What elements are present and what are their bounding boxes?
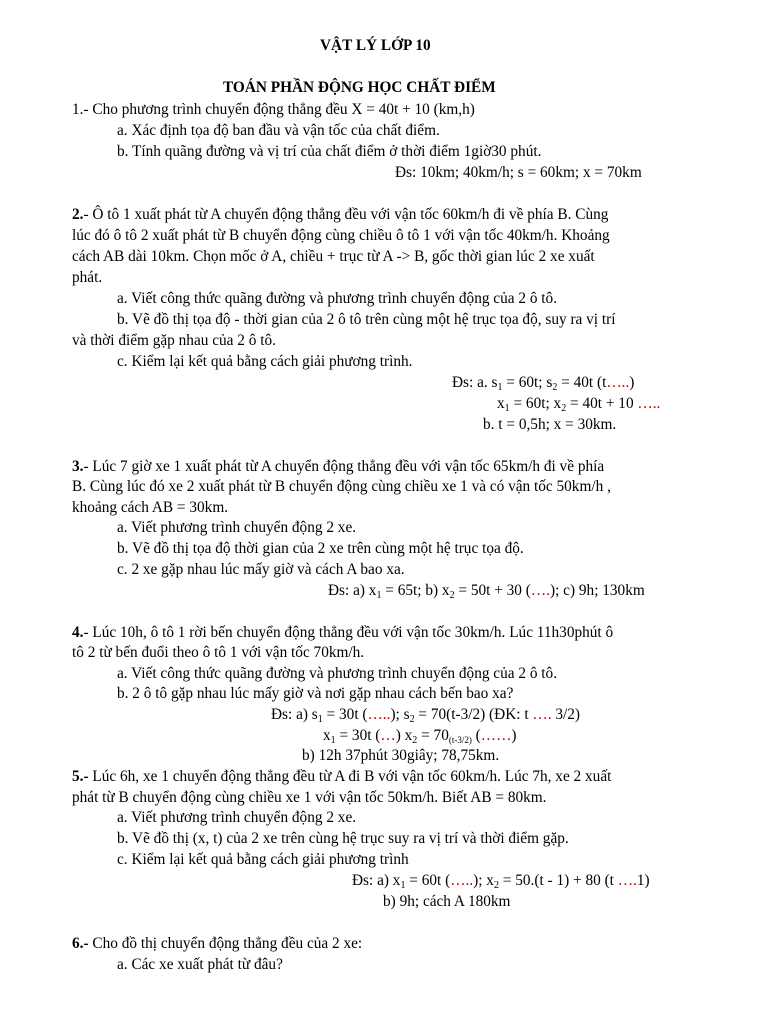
problem-5-answer-line-1: Đs: a) $x_1 = 60t$ (…..); $x_2 = 50.(t - 1) + 80$ (t ….1) bbox=[352, 872, 650, 891]
problem-2-line-4: phát. bbox=[72, 269, 103, 286]
problem-number: 6.- bbox=[72, 935, 89, 952]
placeholder-dots: …. bbox=[532, 706, 552, 723]
problem-text: Cho đồ thị chuyển động thẳng đều của 2 xe: bbox=[88, 935, 363, 952]
problem-text: - Lúc 7 giờ xe 1 xuất phát từ A chuyển động thẳng đều với vận tốc 65km/h đi về phía bbox=[83, 458, 605, 475]
problem-2-answer-line-2: $x_1 = 60t$; $x_2 = 40t + 10$ ….. bbox=[497, 395, 661, 414]
problem-3-answer: Đs: a) $x_1 = 65t$; b) $x_2 = 50t + 30$ (….); c) 9h; 130km bbox=[328, 582, 645, 601]
problem-number: 5.- bbox=[72, 768, 89, 785]
placeholder-dots: ….. bbox=[450, 872, 474, 889]
problem-3-line-3: khoảng cách AB = 30km. bbox=[72, 499, 229, 516]
problem-2-part-c: c. Kiểm lại kết quả bằng cách giải phương trình. bbox=[117, 353, 413, 370]
problem-4-line-2: tô 2 từ bến đuổi theo ô tô 1 với vận tốc 70km/h. bbox=[72, 644, 365, 661]
problem-3-line-1 bbox=[72, 457, 604, 477]
problem-2-line-1 bbox=[72, 205, 608, 225]
placeholder-dots: ….. bbox=[637, 395, 661, 412]
problem-5-part-a: a. Viết phương trình chuyển động 2 xe. bbox=[117, 809, 357, 826]
problem-5-line-1 bbox=[72, 767, 611, 787]
placeholder-dots: … bbox=[380, 727, 396, 744]
problem-3-part-c: c. 2 xe gặp nhau lúc mấy giờ và cách A bao xa. bbox=[117, 561, 405, 578]
problem-number: 2. bbox=[72, 206, 84, 223]
topic-title: TOÁN PHẦN ĐỘNG HỌC CHẤT ĐIỂM bbox=[223, 79, 496, 96]
problem-4-answer-line-3: b) 12h 37phút 30giây; 78,75km. bbox=[302, 747, 500, 764]
problem-number: 1.- bbox=[72, 101, 89, 118]
problem-text: Lúc 6h, xe 1 chuyển động thẳng đều từ A đi B với vận tốc 60km/h. Lúc 7h, xe 2 xuất bbox=[88, 768, 612, 785]
placeholder-dots: …. bbox=[617, 872, 637, 889]
problem-6-line-1 bbox=[72, 934, 362, 954]
problem-2-answer-line-3: b. t = 0,5h; x = 30km. bbox=[483, 416, 617, 433]
problem-text: - Ô tô 1 xuất phát từ A chuyển động thẳng đều với vận tốc 60km/h đi về phía B. Cùng bbox=[83, 206, 609, 223]
placeholder-dots: ….. bbox=[606, 374, 630, 391]
problem-text: - Lúc 10h, ô tô 1 rời bến chuyển động thẳng đều với vận tốc 30km/h. Lúc 11h30phút ô bbox=[83, 624, 614, 641]
problem-number: 4. bbox=[72, 624, 84, 641]
problem-4-part-a: a. Viết công thức quãng đường và phương trình chuyển động của 2 ô tô. bbox=[117, 665, 558, 682]
problem-4-line-1 bbox=[72, 623, 613, 643]
problem-4-answer-line-1: Đs: a) $s_1 = 30t$ (…..); $s_2 = 70(t-3/2)$ (ĐK: t …. 3/2) bbox=[271, 706, 580, 725]
problem-5-part-b: b. Vẽ đồ thị (x, t) của 2 xe trên cùng hệ trục suy ra vị trí và thời điểm gặp. bbox=[117, 830, 569, 847]
problem-4-answer-line-2: $x_1 = 30t$ (…) $x_2 = 70(t-3/2)$ (……) bbox=[323, 727, 517, 746]
problem-2-answer-line-1: Đs: a. $s_1 = 60t$; $s_2 = 40t$ (t…..) bbox=[452, 374, 635, 393]
problem-3-part-a: a. Viết phương trình chuyển động 2 xe. bbox=[117, 519, 357, 536]
placeholder-dots: …… bbox=[480, 727, 512, 744]
problem-2-part-b-line-2: và thời điểm gặp nhau của 2 ô tô. bbox=[72, 332, 276, 349]
placeholder-dots: …. bbox=[530, 582, 551, 599]
placeholder-dots: ….. bbox=[367, 706, 391, 723]
problem-2-line-2: lúc đó ô tô 2 xuất phát từ B chuyển động cùng chiều ô tô 1 với vận tốc 40km/h. Khoảng bbox=[72, 227, 610, 244]
problem-1-statement bbox=[72, 100, 475, 120]
problem-4-part-b: b. 2 ô tô gặp nhau lúc mấy giờ và nơi gặp nhau cách bến bao xa? bbox=[117, 685, 514, 702]
problem-1-part-a: a. Xác định tọa độ ban đầu và vận tốc của chất điểm. bbox=[117, 122, 440, 139]
problem-3-part-b: b. Vẽ đồ thị tọa độ thời gian của 2 xe trên cùng một hệ trục tọa độ. bbox=[117, 540, 524, 557]
problem-5-answer-line-2: b) 9h; cách A 180km bbox=[383, 893, 511, 910]
problem-2-part-a: a. Viết công thức quãng đường và phương trình chuyển động của 2 ô tô. bbox=[117, 290, 558, 307]
problem-2-line-3: cách AB dài 10km. Chọn mốc ở A, chiều + trục từ A -> B, gốc thời gian lúc 2 xe xuất bbox=[72, 248, 595, 265]
problem-number: 3. bbox=[72, 458, 84, 475]
problem-text: Cho phương trình chuyển động thẳng đều X = 40t + 10 (km,h) bbox=[88, 101, 475, 118]
problem-1-answer: Đs: 10km; 40km/h; s = 60km; x = 70km bbox=[395, 164, 642, 181]
problem-6-part-a: a. Các xe xuất phát từ đâu? bbox=[117, 956, 283, 973]
problem-2-part-b-line-1: b. Vẽ đồ thị tọa độ - thời gian của 2 ô tô trên cùng một hệ trục tọa độ, suy ra vị trí bbox=[117, 311, 616, 328]
problem-5-part-c: c. Kiểm lại kết quả bằng cách giải phương trình bbox=[117, 851, 409, 868]
problem-1-part-b: b. Tính quãng đường và vị trí của chất điểm ở thời điểm 1giờ30 phút. bbox=[117, 143, 542, 160]
subject-title: VẬT LÝ LỚP 10 bbox=[320, 37, 431, 54]
problem-3-line-2: B. Cùng lúc đó xe 2 xuất phát từ B chuyển động cùng chiều xe 1 và có vận tốc 50km/h , bbox=[72, 478, 611, 495]
problem-5-line-2: phát từ B chuyển động cùng chiều xe 1 với vận tốc 50km/h. Biết AB = 80km. bbox=[72, 789, 547, 806]
